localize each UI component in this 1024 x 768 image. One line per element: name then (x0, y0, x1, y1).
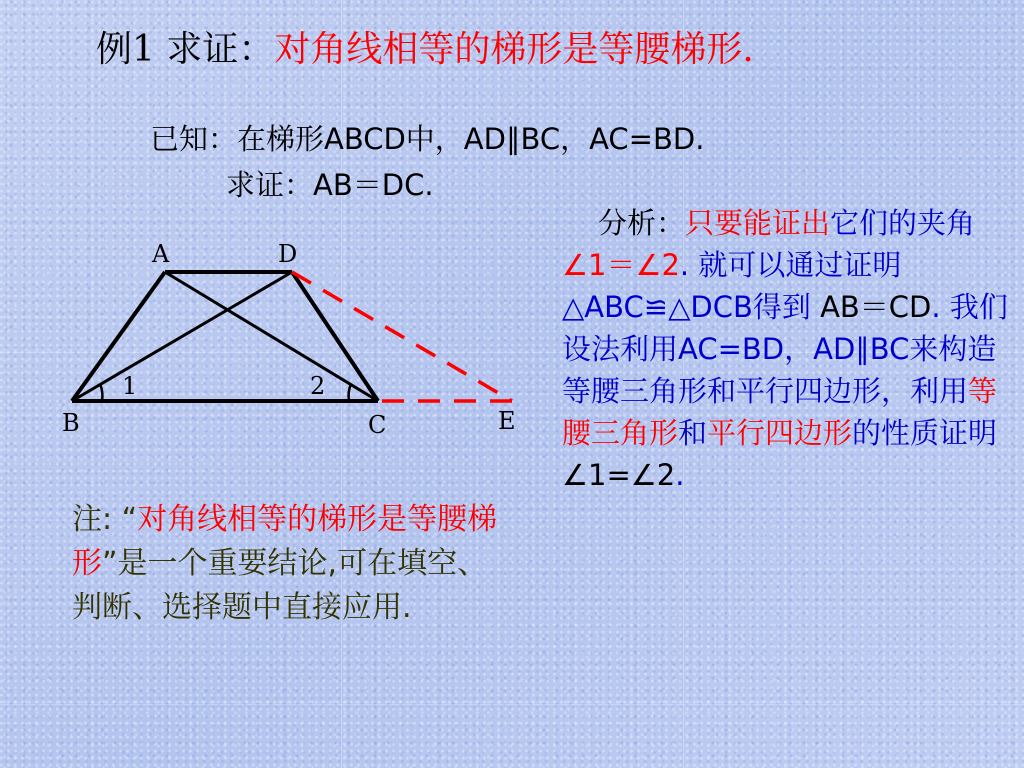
analysis-blue-4: 和 (678, 416, 708, 450)
analysis-red-1: 只要能证出 (685, 206, 831, 240)
diagonal-AC (165, 272, 378, 401)
analysis-black-1: AB＝CD (810, 290, 932, 324)
vertex-label-E: E (498, 407, 516, 435)
vertex-label-D: D (278, 240, 298, 268)
diagonal-BD (72, 272, 292, 401)
angle-label-2: 2 (310, 372, 326, 400)
vertex-label-A: A (152, 240, 170, 268)
angle-1-arc (100, 384, 102, 401)
analysis-blue-6: . (675, 458, 685, 492)
analysis-red-4: 平行四边形 (707, 416, 853, 450)
note-prefix: 注: “ (72, 502, 138, 537)
analysis-blue-3: . 我们设法利用AC=BD，AD∥BC来构造等腰三角形和平行四边形，利用 (562, 290, 1008, 408)
angle-label-1: 1 (122, 372, 138, 400)
vertex-label-B: B (62, 409, 80, 437)
theorem-statement: 对角线相等的梯形是等腰梯形. (274, 29, 754, 70)
analysis-black-2: ∠1=∠2 (562, 458, 676, 492)
analysis-label: 分析： (598, 206, 686, 240)
note-suffix: ”是一个重要结论,可在填空、判断、选择题中直接应用. (72, 546, 488, 625)
angle-2-arc (349, 384, 351, 401)
side-AB (72, 272, 165, 401)
note-highlight: 对角线相等的梯形是等腰梯形 (72, 502, 498, 581)
analysis-red-3: 等腰三角形 (562, 374, 998, 450)
side-DC (292, 272, 378, 401)
note-paragraph (72, 498, 502, 630)
vertex-label-C: C (368, 411, 387, 439)
analysis-red-2: ∠1＝∠2 (562, 248, 680, 282)
analysis-blue-2: . 就可以通过证明△ABC≌△DCB得到 (562, 248, 902, 324)
prove-text: 求证：AB＝DC. (226, 168, 434, 202)
analysis-blue-5: 的性质证明 (852, 416, 998, 450)
analysis-paragraph (562, 202, 1014, 496)
analysis-blue-1: 它们的夹角 (830, 206, 976, 240)
example-prefix: 例1 求证： (96, 29, 275, 70)
given-text: 已知：在梯形ABCD中，AD∥BC，AC=BD. (150, 122, 705, 156)
